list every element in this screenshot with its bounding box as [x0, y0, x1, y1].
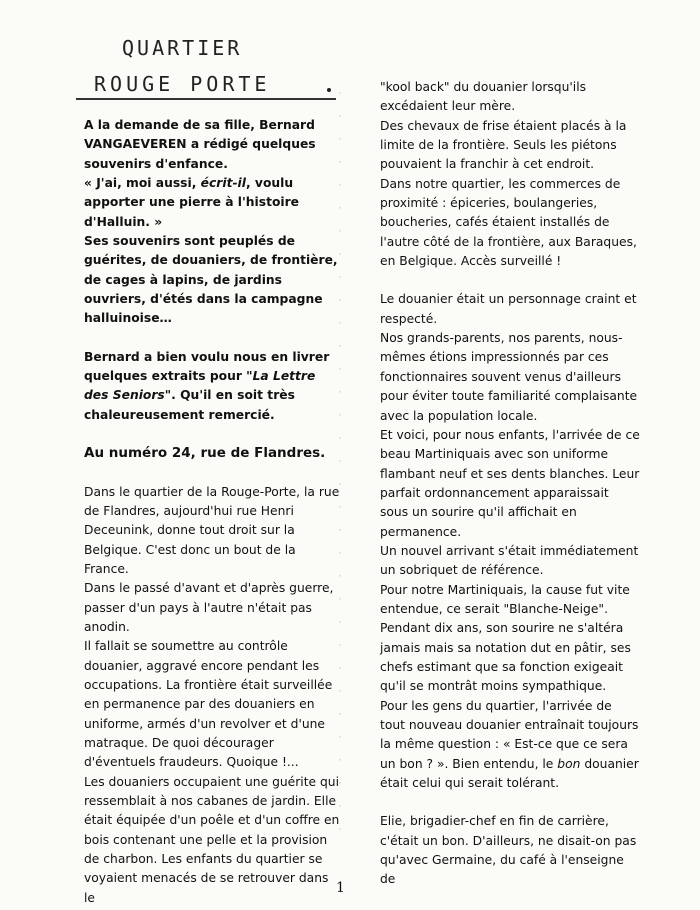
article-right-paragraph-10: Elie, brigadier-chef en fin de carrière, c'était un bon. D'ailleurs, ne disait-on pas qu'avec Germaine, du café à l'enseigne de [380, 814, 637, 887]
page-number: 1 [336, 880, 345, 896]
reverse-side-bleed-through: · · · · · · · · · · · · · · · · · · · · · · · · · · · · · · · · · [338, 86, 342, 836]
handwritten-annotation-line1: QUARTIER [122, 36, 243, 60]
intro-paragraph-1 [84, 116, 342, 232]
left-column [84, 116, 342, 908]
article-right-paragraph-8: Pour notre Martiniquais, la cause fut vite entendue, ce serait "Blanche-Neige". Pendant dix ans, son sourire ne s'altéra jamais mais sa notation dut en pâtir, ses chefs estimant que sa fonction exigeait qu'il se montrât moins sympathique. [380, 582, 631, 694]
article-heading: Au numéro 24, rue de Flandres. [84, 445, 326, 462]
article-left-paragraph-2: Dans le passé d'avant et d'après guerre, passer d'un pays à l'autre n'était pas anodin. [84, 581, 334, 634]
article-right-paragraph-2: Des chevaux de frise étaient placés à la limite de la frontière. Seuls les piétons pouvaient la franchir à cet endroit. [380, 118, 627, 172]
title-underline-rule [76, 98, 336, 100]
article-right-paragraph-4: Le douanier était un personnage craint et respecté. [380, 292, 637, 326]
handwritten-annotation-line2: ROUGE PORTE [94, 72, 271, 96]
right-column [380, 78, 640, 890]
intro-paragraph-2: Ses souvenirs sont peuplés de guérites, de douaniers, de frontière, de cages à lapins, de jardins ouvriers, d'étés dans la campagne halluinoise… [84, 234, 338, 326]
article-right-paragraph-1: "kool back" du douanier lorsqu'ils excédaient leur mère. [380, 80, 587, 114]
intro-quote-rest: , voulu apporter une pierre à l'histoire d'Halluin. » [84, 176, 300, 229]
newsletter-title: "La Lettre des Seniors" [84, 369, 316, 403]
intro-credit-start: Bernard a bien voulu nous en livrer quelques extraits pour [84, 349, 330, 384]
decorative-dot [327, 88, 331, 92]
paragraph-9-em: bon [557, 756, 581, 771]
intro-block [84, 116, 342, 425]
article-right-paragraph-5: Nos grands-parents, nos parents, nous-mêmes étions impressionnés par ces fonctionnaires souvent venus d'ailleurs pour éviter toute familiarité complaisante avec la population locale. [380, 331, 638, 423]
article-right-paragraph-9 [380, 697, 640, 794]
article-right-paragraph-7: Un nouvel arrivant s'était immédiatement un sobriquet de référence. [380, 543, 639, 578]
intro-paragraph-3 [84, 348, 342, 425]
article-right-paragraph-6: Et voici, pour nous enfants, l'arrivée de ce beau Martiniquais avec son uniforme flambant neuf et ses dents blanches. Leur parfait ordonnancement apparaissait sous un sourire qu'il affichait en permanence. [380, 427, 640, 539]
intro-quote-em: écrit-il [200, 176, 246, 191]
article-left-paragraph-3: Il fallait se soumettre au contrôle douanier, aggravé encore pendant les occupations. La frontière était surveillée en permanence par des douaniers en uniforme, armés d'un revolver et d'une matraque. De quoi décourager d'éventuels fraudeurs. Quoique !... [84, 639, 333, 770]
intro-lead-text: A la demande de sa fille, Bernard VANGAEVEREN a rédigé quelques souvenirs d'enfance. [84, 118, 316, 171]
article-left-paragraph-4: Les douaniers occupaient une guérite qui ressemblait à nos cabanes de jardin. Elle était équipée d'un poêle et d'un coffre en bois contenant une pelle et la provision de charbon. Les enfants du quartier se voyaient menacés de se retrouver dans le [84, 774, 340, 905]
paragraph-9-start: Pour les gens du quartier, l'arrivée de tout nouveau douanier entraînait toujours la même question : « Est-ce que ce sera un bon ? ». Bien entendu, le [380, 698, 639, 771]
article-right-paragraph-3: Dans notre quartier, les commerces de proximité : épiceries, boulangeries, boucheries, cafés étaient installés de l'autre côté de la frontière, aux Baraques, en Belgique. Accès surveillé ! [380, 176, 637, 269]
paragraph-9-end: douanier était celui qui serait tolérant. [380, 756, 639, 791]
intro-quote-open: « J'ai, moi aussi, [84, 176, 201, 191]
intro-credit-end: . Qu'il en soit très chaleureusement remercié. [84, 388, 295, 422]
article-left-paragraph-1: Dans le quartier de la Rouge-Porte, la rue de Flandres, aujourd'hui rue Henri Deceunink, donne tout droit sur la Belgique. C'est donc un bout de la France. [84, 484, 340, 576]
